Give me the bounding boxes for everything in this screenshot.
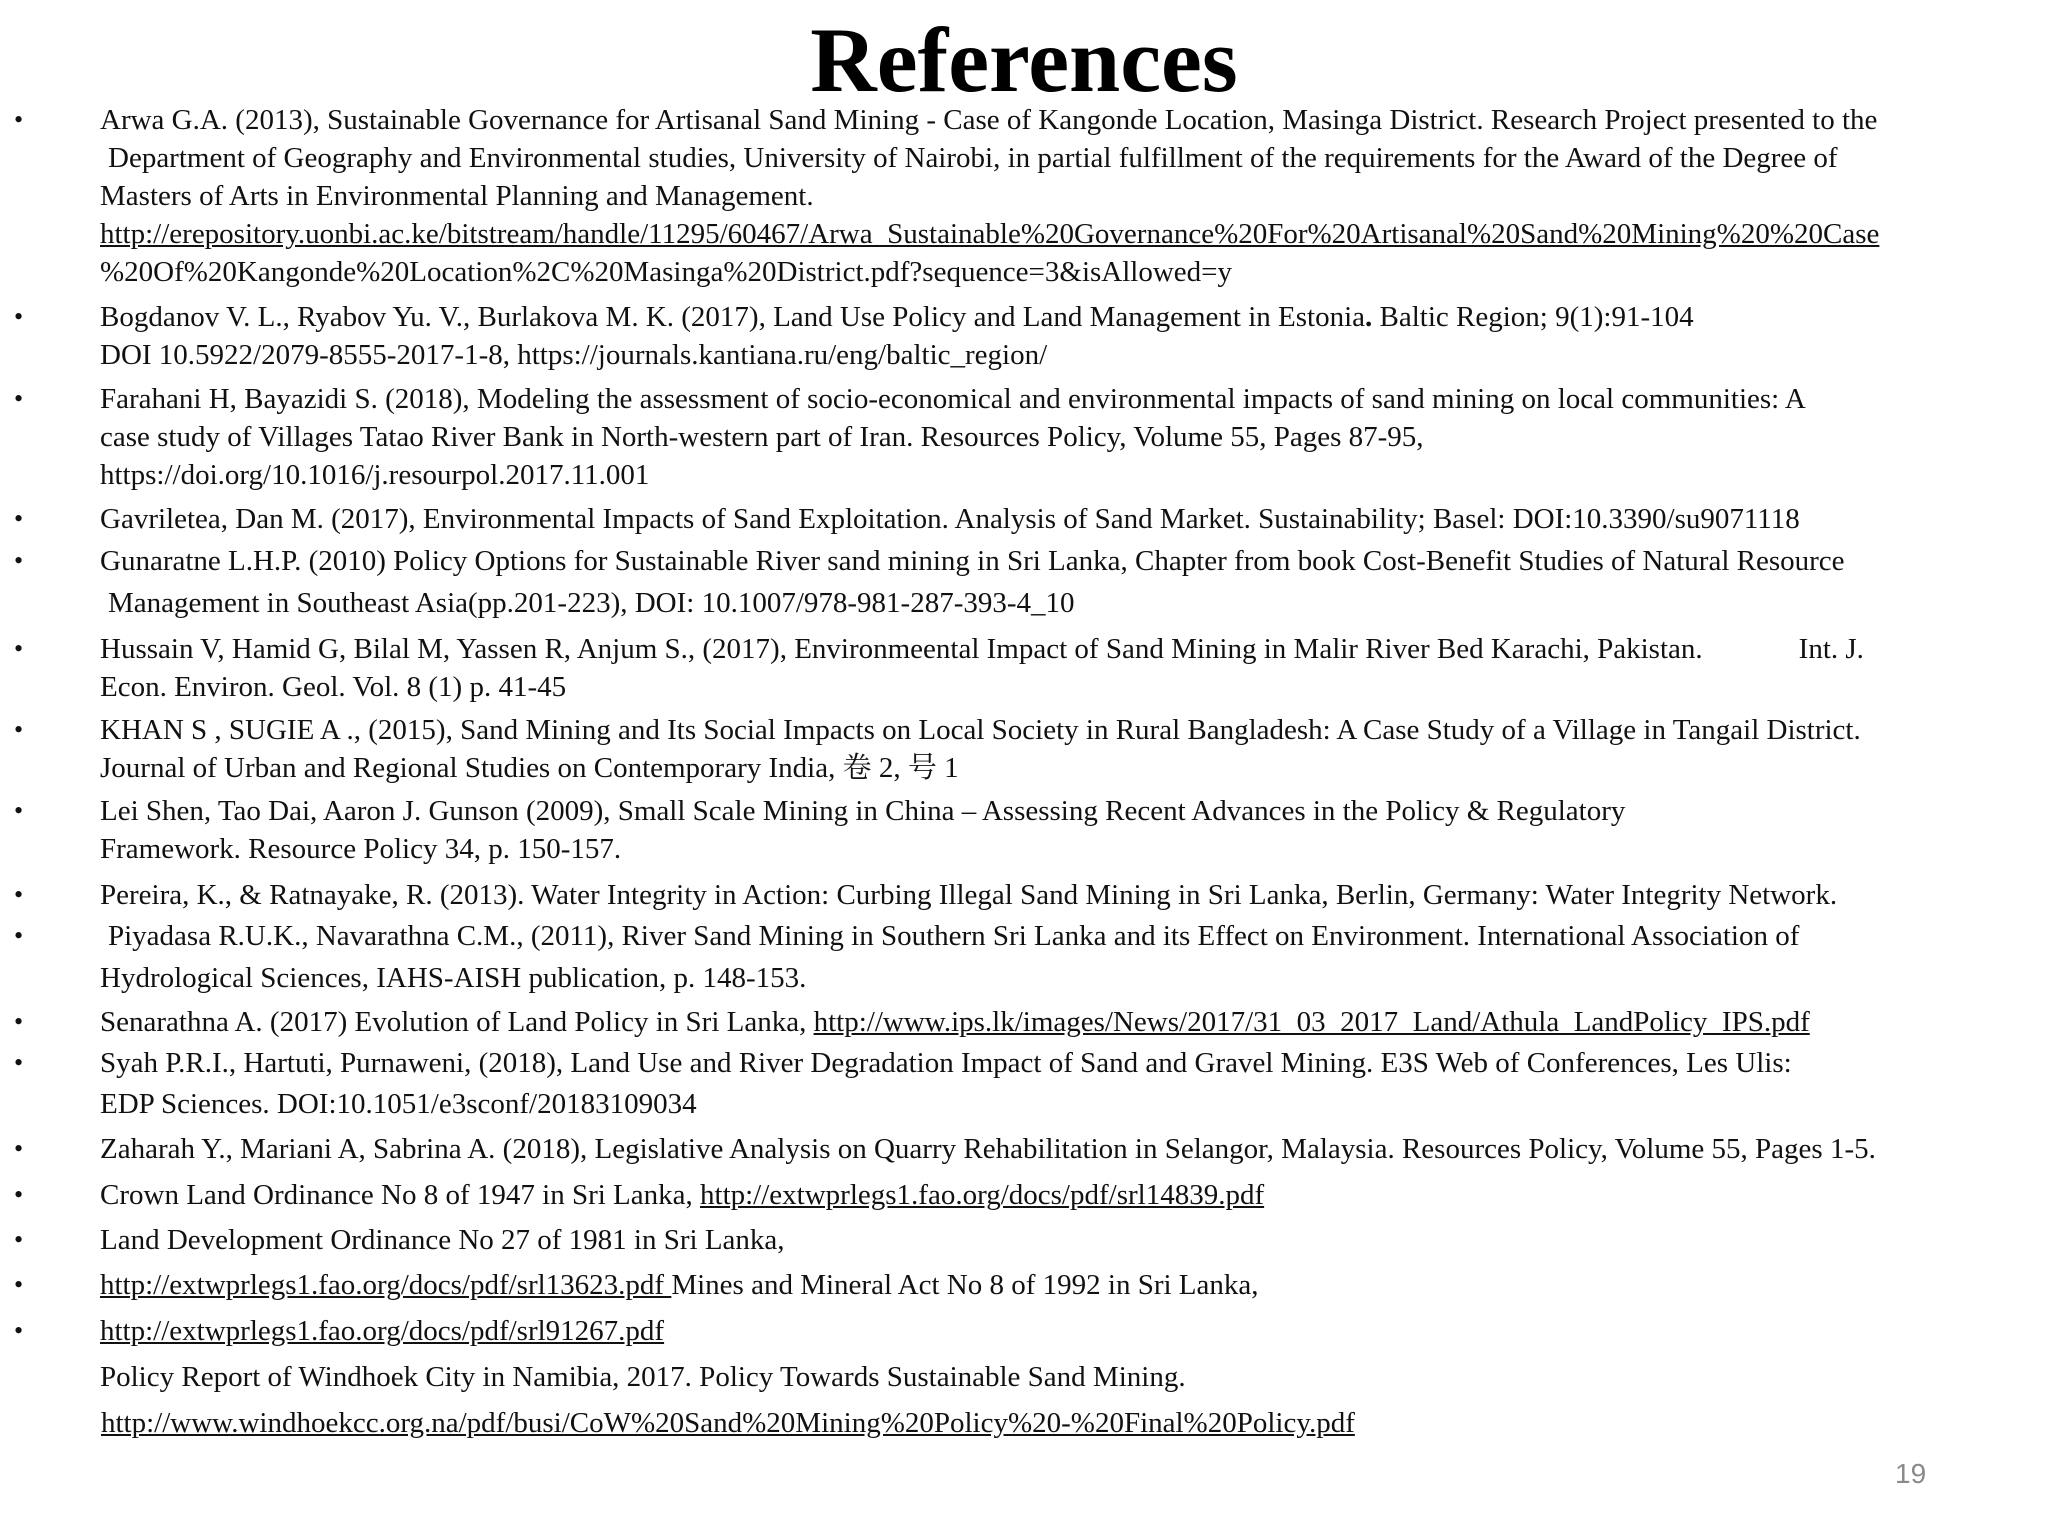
- reference-text: Department of Geography and Environmental studies, University of Nairobi, in partial fulfillment of the requirements for the Award of the Degree of: [108, 142, 1838, 174]
- reference-item: [100, 1176, 2040, 1214]
- reference-text: Journal of Urban and Regional Studies on Contemporary India, 卷 2, 号 1: [100, 752, 959, 784]
- reference-text: Piyadasa R.U.K., Navarathna C.M., (2011), River Sand Mining in Southern Sri Lanka and its Effect on Environment. International Association of: [108, 920, 1800, 952]
- reference-item: [100, 542, 2040, 622]
- reference-item: [100, 711, 2040, 787]
- reference-link[interactable]: http://www.windhoekcc.org.na/pdf/busi/CoW%20Sand%20Mining%20Policy%20-%20Final%20Policy.pdf: [101, 1407, 1355, 1439]
- reference-text: case study of Villages Tatao River Bank in North-western part of Iran. Resources Policy, Volume 55, Pages 87-95,: [100, 421, 1424, 453]
- reference-item: [100, 1312, 2040, 1350]
- reference-text: Arwa G.A. (2013), Sustainable Governance for Artisanal Sand Mining - Case of Kangonde Location, Masinga District. Research Project presented to the: [100, 104, 1878, 136]
- reference-item: [100, 917, 2040, 997]
- page-number: 19: [1895, 1458, 1927, 1489]
- reference-item: [100, 630, 2040, 706]
- reference-text: Econ. Environ. Geol. Vol. 8 (1) p. 41-45: [100, 671, 567, 703]
- reference-link[interactable]: http://www.ips.lk/images/News/2017/31_03_2017_Land/Athula_LandPolicy_IPS.pdf: [813, 1006, 1810, 1038]
- reference-text: Framework. Resource Policy 34, p. 150-157.: [100, 833, 622, 865]
- reference-text: Syah P.R.I., Hartuti, Purnaweni, (2018), Land Use and River Degradation Impact of Sand and Gravel Mining. E3S Web of Conferences, Les Ulis:: [100, 1047, 1792, 1079]
- reference-text: Baltic Region; 9(1):91-104: [1372, 301, 1694, 333]
- reference-item: [100, 1044, 2040, 1123]
- reference-text: Land Development Ordinance No 27 of 1981 in Sri Lanka,: [100, 1224, 785, 1256]
- reference-text: Hydrological Sciences, IAHS-AISH publication, p. 148-153.: [100, 962, 807, 994]
- reference-item: [100, 500, 2040, 538]
- reference-text: https://doi.org/10.1016/j.resourpol.2017.11.001: [100, 459, 650, 491]
- reference-item: [100, 792, 2040, 868]
- reference-text: Management in Southeast Asia(pp.201-223), DOI: 10.1007/978-981-287-393-4_10: [108, 587, 1075, 619]
- reference-link[interactable]: http://erepository.uonbi.ac.ke/bitstream/handle/11295/60467/Arwa_Sustainable%20Governance%20For%20Artisanal%20Sand%20Mining%20%20Case: [100, 218, 1880, 250]
- reference-item: [100, 1003, 2040, 1041]
- reference-item: [100, 1130, 2040, 1168]
- reference-text: KHAN S , SUGIE A ., (2015), Sand Mining and Its Social Impacts on Local Society in Rural Bangladesh: A Case Study of a Village in Tangail District.: [100, 714, 1861, 746]
- reference-item: [100, 380, 2040, 494]
- reference-link[interactable]: http://extwprlegs1.fao.org/docs/pdf/srl13623.pdf: [100, 1269, 672, 1301]
- reference-text: %20Of%20Kangonde%20Location%2C%20Masinga%20District.pdf?sequence=3&isAllowed=y: [100, 256, 1233, 288]
- reference-item: [100, 1358, 2040, 1396]
- reference-text: Gavriletea, Dan M. (2017), Environmental Impacts of Sand Exploitation. Analysis of Sand Market. Sustainability; Basel: DOI:10.3390/su9071118: [100, 503, 1800, 535]
- reference-item: [100, 1221, 2040, 1259]
- reference-text: Pereira, K., & Ratnayake, R. (2013). Water Integrity in Action: Curbing Illegal Sand Mining in Sri Lanka, Berlin, Germany: Water Integrity Network.: [100, 879, 1838, 911]
- reference-text: Gunaratne L.H.P. (2010) Policy Options for Sustainable River sand mining in Sri Lanka, Chapter from book Cost-Benefit Studies of Natural Resource: [100, 545, 1845, 577]
- reference-text: Int. J.: [1798, 633, 1864, 665]
- reference-text: Farahani H, Bayazidi S. (2018), Modeling the assessment of socio-economical and environmental impacts of sand mining on local communities: A: [100, 383, 1806, 415]
- reference-text: Policy Report of Windhoek City in Namibia, 2017. Policy Towards Sustainable Sand Mining.: [100, 1361, 1186, 1393]
- reference-item: [100, 876, 2040, 914]
- reference-text: Masters of Arts in Environmental Planning and Management.: [100, 180, 814, 212]
- reference-text: Lei Shen, Tao Dai, Aaron J. Gunson (2009), Small Scale Mining in China – Assessing Recent Advances in the Policy & Regulatory: [100, 795, 1626, 827]
- reference-text: EDP Sciences. DOI:10.1051/e3sconf/20183109034: [100, 1088, 697, 1120]
- reference-text: DOI 10.5922/2079-8555-2017-1-8, https://journals.kantiana.ru/eng/baltic_region/: [100, 339, 1048, 371]
- reference-text: Crown Land Ordinance No 8 of 1947 in Sri Lanka,: [100, 1179, 701, 1211]
- reference-text: Senarathna A. (2017) Evolution of Land Policy in Sri Lanka,: [100, 1006, 814, 1038]
- reference-link[interactable]: http://extwprlegs1.fao.org/docs/pdf/srl14839.pdf: [700, 1179, 1265, 1211]
- reference-text: Bogdanov V. L., Ryabov Yu. V., Burlakova M. K. (2017), Land Use Policy and Land Management in Estonia: [100, 301, 1366, 333]
- page-title: References: [810, 9, 1238, 111]
- reference-item: [100, 101, 2040, 291]
- reference-item: [100, 298, 2040, 374]
- reference-item: [101, 1404, 2040, 1442]
- reference-text: .: [1365, 301, 1373, 333]
- reference-text: Zaharah Y., Mariani A, Sabrina A. (2018), Legislative Analysis on Quarry Rehabilitation in Selangor, Malaysia. Resources Policy, Volume 55, Pages 1-5.: [100, 1133, 1876, 1165]
- reference-text: Mines and Mineral Act No 8 of 1992 in Sri Lanka,: [671, 1269, 1259, 1301]
- reference-item: [100, 1266, 2040, 1304]
- reference-text: Hussain V, Hamid G, Bilal M, Yassen R, Anjum S., (2017), Environmeental Impact of Sand Mining in Malir River Bed Karachi, Pakistan.: [100, 633, 1703, 665]
- reference-link[interactable]: http://extwprlegs1.fao.org/docs/pdf/srl91267.pdf: [100, 1315, 665, 1347]
